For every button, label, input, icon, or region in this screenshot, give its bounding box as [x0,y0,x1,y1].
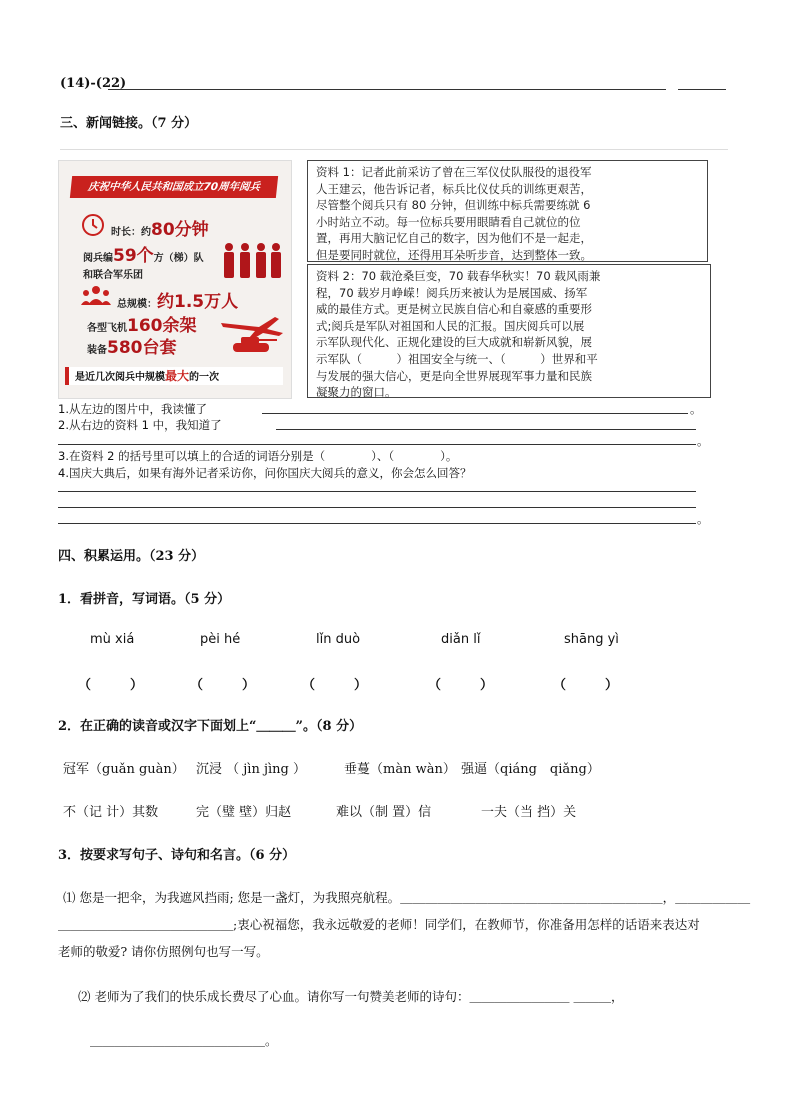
q4-answer-line-2[interactable] [58,507,696,508]
q1-answer-line[interactable] [262,413,688,414]
infographic-banner: 庆祝中华人民共和国成立70周年阅兵 [70,176,278,198]
section-4-title: 四、积累运用。（23 分） [58,549,205,564]
sentence-1-line-2: ＿＿＿＿＿＿＿＿＿＿＿＿＿＿;衷心祝福您，我永远敬爱的老师！同学们，在教师节，你准备用怎样的话语来表达对 [58,917,700,932]
answer-box-3[interactable]: （ ） [302,678,368,693]
equipment-stat: 各型飞机160余架 装备580台套 [87,316,197,358]
material-2-line: 与发展的强大信心，更是向全世界展现军事力量和民族 [316,368,592,383]
soldiers-icon [219,241,283,279]
material-2-line: 凝聚力的窗口。 [316,385,397,400]
infographic-footer: 是近几次阅兵中规模最大的一次 [65,367,283,385]
q4-period: 。 [697,512,709,526]
part-2-title: 2．在正确的读音或汉字下面划上“＿＿＿”。（8 分） [58,719,363,734]
parade-infographic [58,160,292,399]
pinyin-4: diǎn lǐ [441,632,481,647]
material-2-line: 程，70 载岁月峥嵘！阅兵历来被认为是展国威、扬军 [316,285,588,300]
answer-box-4[interactable]: （ ） [428,678,494,693]
q4-answer-line-1[interactable] [58,491,696,492]
section-3-title: 三、新闻链接。（7 分） [60,116,198,131]
material-1-line: 尽管整个阅兵只有 80 分钟，但训练中标兵需要练就 6 [316,198,591,213]
people-icon [81,285,111,307]
sentence-1-line-3: 老师的敬爱? 请你仿照例句也写一写。 [58,944,269,959]
answer-line[interactable] [108,89,666,90]
material-1-box [307,160,708,262]
part-3-title: 3．按要求写句子、诗句和名言。（6 分） [58,848,296,863]
q1-period: 。 [690,402,702,416]
material-2-line: 式;阅兵是军队对祖国和人民的汇报。国庆阅兵可以展 [316,318,585,333]
material-1-line: 小时站立不动。每一位标兵要用眼睛看自己就位的位 [316,214,581,229]
question-4: 4.国庆大典后，如果有海外记者采访你，问你国庆大阅兵的意义，你会怎么回答？ [58,466,472,480]
q2-answer-line[interactable] [276,429,696,430]
sentence-2-line-1: ⑵ 老师为了我们的快乐成长费尽了心血。请你写一句赞美老师的诗句：＿＿＿＿＿＿＿＿ ＿＿＿， [78,989,624,1004]
units-stat: 阅兵编59个方（梯）队 和联合军乐团 [83,246,204,281]
q4-answer-line-3[interactable] [58,523,696,524]
choice-row-2-item-2[interactable]: 完（璧 壁）归赵 [196,805,292,820]
choice-row-1-item-2[interactable]: 沉浸 （ jìn jìng ） [196,762,306,777]
answer-box-5[interactable]: （ ） [553,678,619,693]
material-1-line: 资料 1：记者此前采访了曾在三军仪仗队服役的退役军 [316,165,592,179]
question-2: 2.从右边的资料 1 中，我知道了 [58,418,222,432]
pinyin-3: lǐn duò [316,632,361,647]
answer-box-1[interactable]: （ ） [78,678,144,693]
material-1-line: 置，再用大脑记忆自己的数字，因为他们不是一起走， [316,231,592,246]
sentence-1-line-1: ⑴ 您是一把伞，为我遮风挡雨; 您是一盏灯，为我照亮航程。＿＿＿＿＿＿＿＿＿＿＿＿＿＿＿＿＿＿＿＿＿，＿＿＿＿＿＿ [63,890,751,905]
material-2-line: 示军队现代化、正规化建设的巨大成就和崭新风貌，展 [316,335,592,350]
material-2-line: 示军队（ ）祖国安全与统一、（ ）世界和平 [316,351,598,366]
material-2-line: 威的最佳方式。更是树立民族自信心和自豪感的重要形 [316,302,592,317]
material-1-line: 人王建云，他告诉记者，标兵比仪仗兵的训练更艰苦， [316,181,592,196]
pinyin-2: pèi hé [200,632,241,647]
divider [60,149,728,150]
material-1-line: 但是要同时就位，还得用耳朵听步音，达到整体一致。 [316,247,592,262]
choice-row-1-item-1[interactable]: 冠军（guǎn guàn） [63,762,185,777]
clock-icon [81,213,105,237]
material-2-box [307,264,711,398]
question-1: 1.从左边的图片中，我读懂了 [58,402,207,416]
choice-row-1-item-3[interactable]: 垂蔓（màn wàn） [344,762,456,777]
answer-line-end[interactable] [678,89,726,90]
q2-answer-line-2[interactable] [58,444,696,445]
q2-period: 。 [697,434,709,448]
choice-row-1-item-4[interactable]: 强逼（qiáng qiǎng） [461,762,600,777]
material-2-line: 资料 2：70 载沧桑巨变，70 载春华秋实！70 载风雨兼 [316,269,601,283]
pinyin-1: mù xiá [90,632,135,647]
part-1-title: 1．看拼音，写词语。（5 分） [58,592,231,607]
choice-row-2-item-3[interactable]: 难以（制 置）信 [336,805,432,820]
duration-stat: 时长：约80分钟 [111,220,209,240]
answer-box-2[interactable]: （ ） [190,678,256,693]
choice-row-2-item-1[interactable]: 不（记 计）其数 [63,805,159,820]
scale-stat: 总规模：约1.5万人 [117,292,239,312]
pinyin-5: shāng yì [564,632,619,647]
sentence-2-line-2[interactable]: ＿＿＿＿＿＿＿＿＿＿＿＿＿＿。 [90,1033,278,1048]
choice-row-2-item-4[interactable]: 一夫（当 挡）关 [481,805,577,820]
jet-and-tank-icon [219,313,285,357]
question-3: 3.在资料 2 的括号里可以填上的合适的词语分别是（ ）、（ ）。 [58,449,458,463]
question-range-label: (14)-(22) [60,76,127,91]
